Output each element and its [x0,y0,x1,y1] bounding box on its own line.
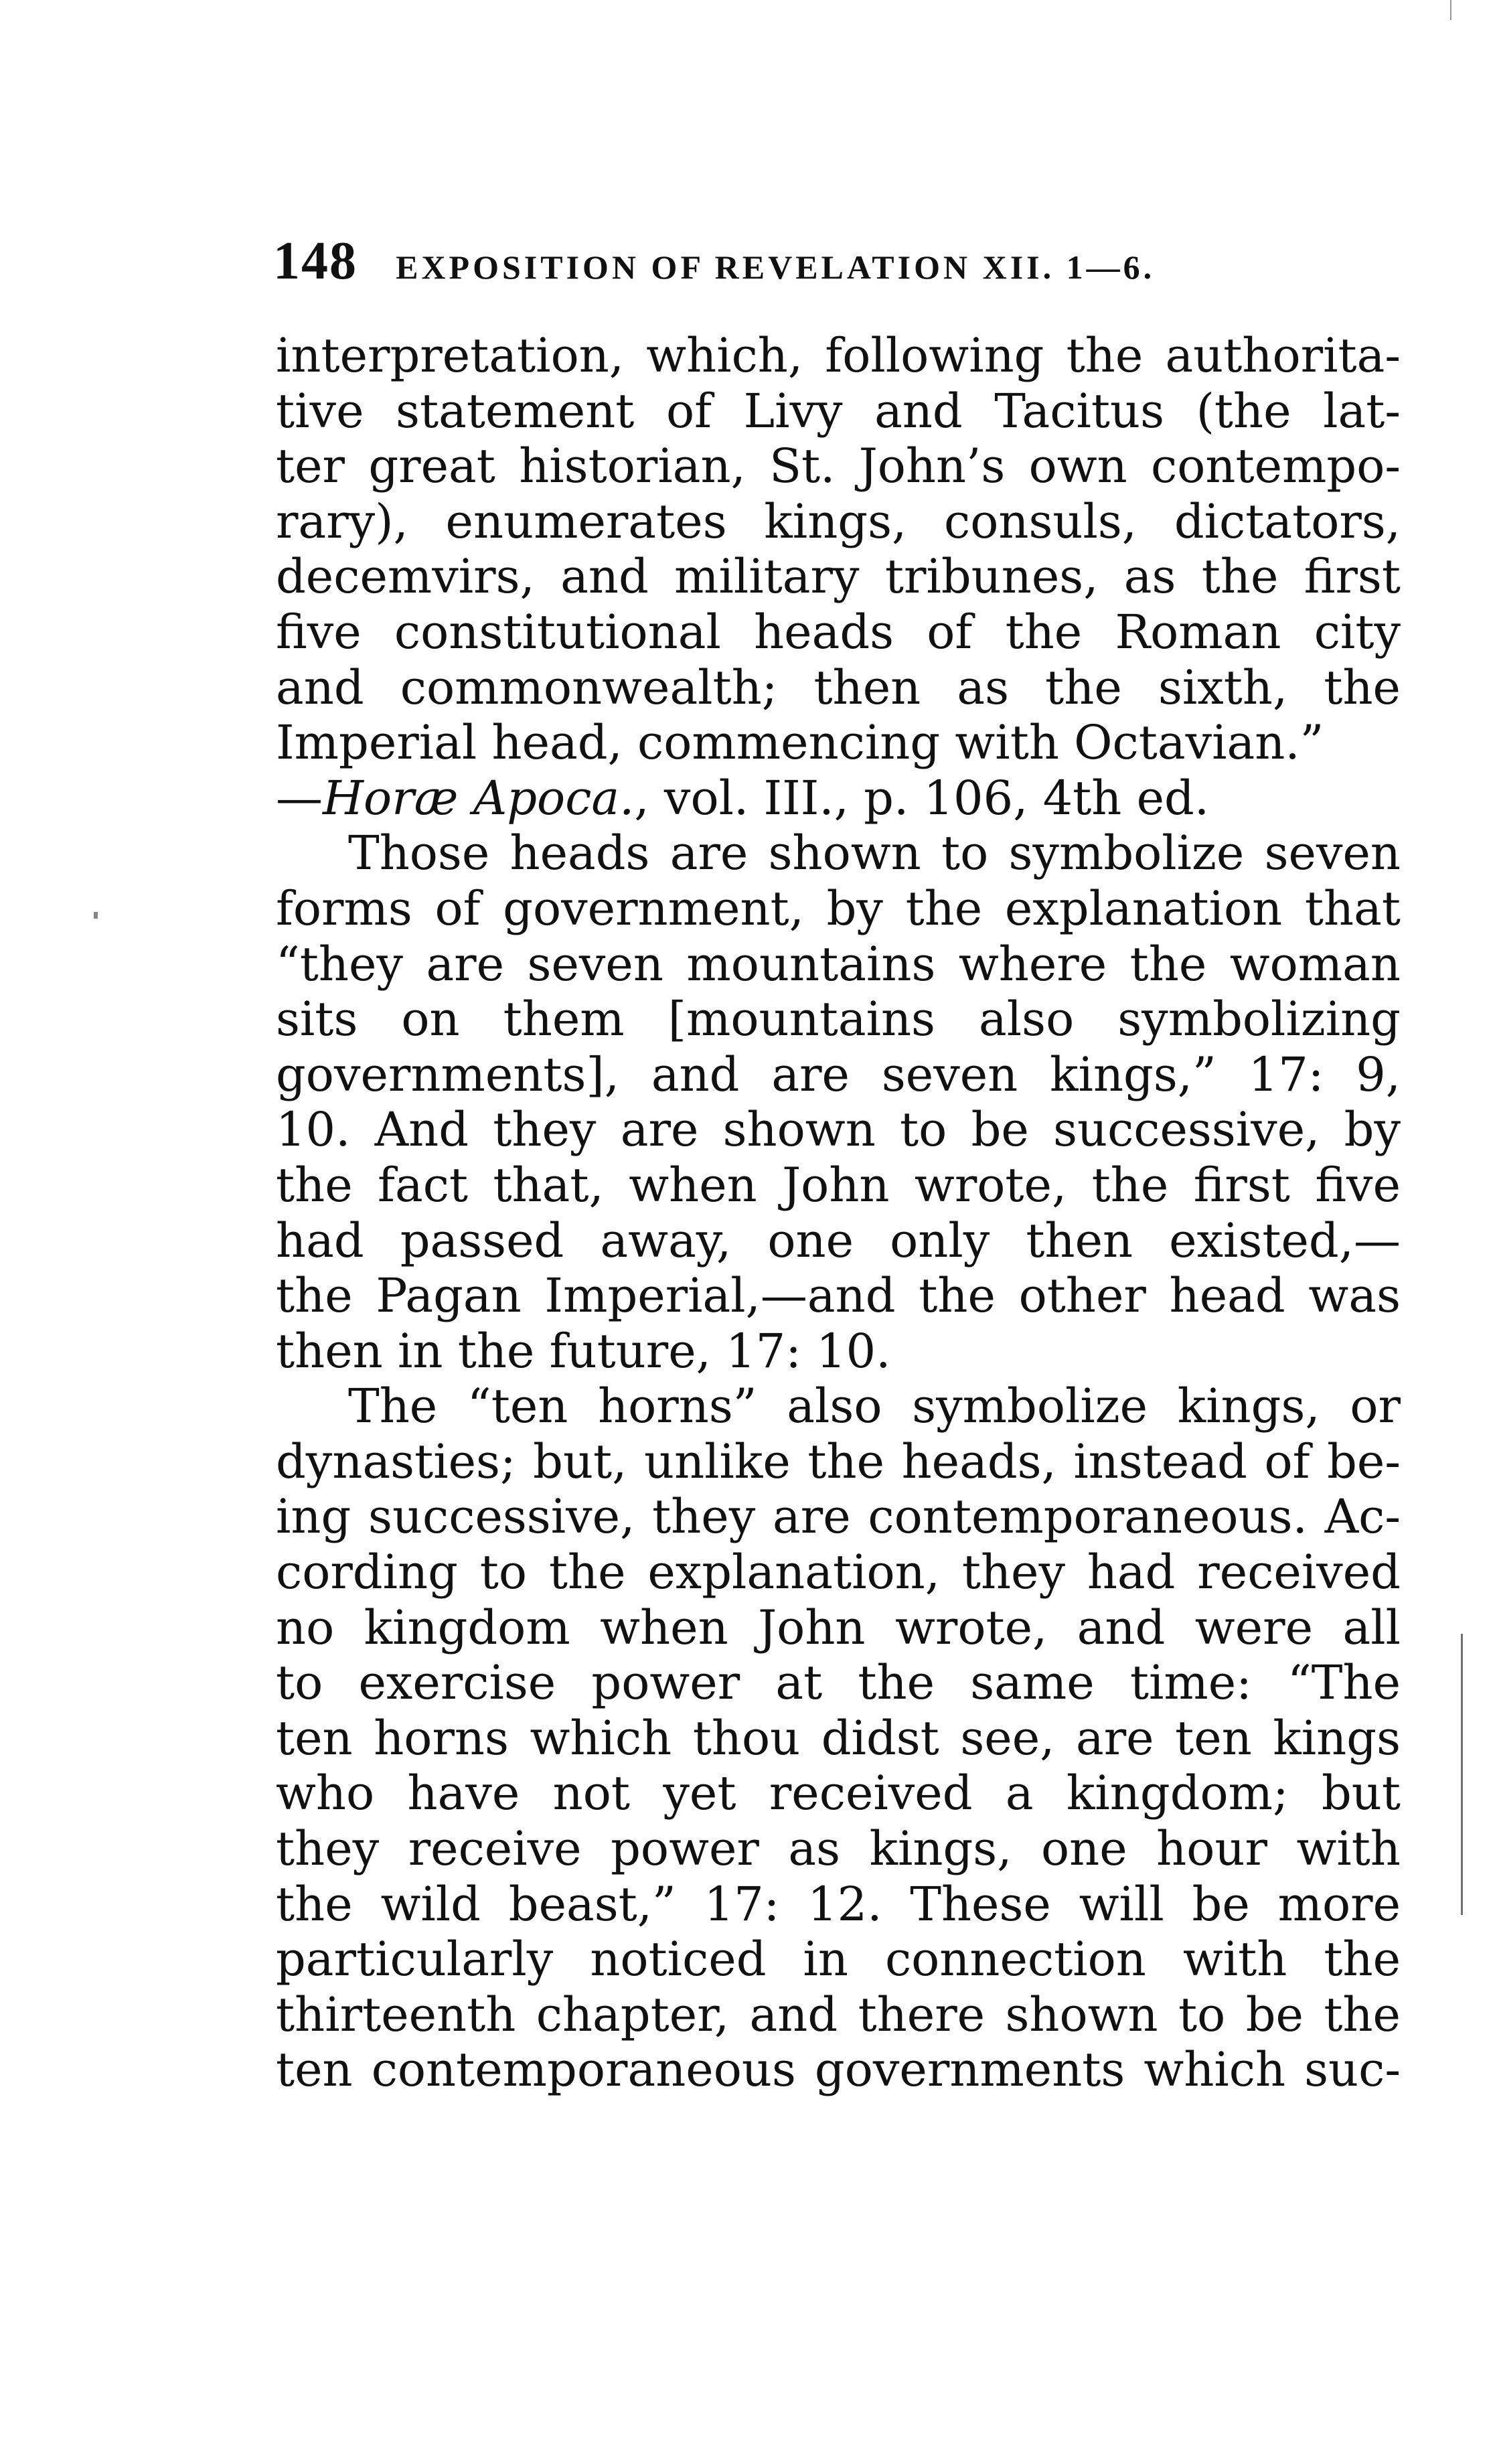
text-line: ter great historian, St. John’s own contempo- [276,439,1401,494]
running-head [273,231,1244,291]
text-line: to exercise power at the same time: “The [276,1655,1401,1711]
text-line: ing successive, they are contemporaneous. Ac- [276,1489,1401,1545]
text-line: ten contemporaneous governments which suc- [276,2042,1401,2098]
text-line: cording to the explanation, they had received [276,1545,1401,1600]
text-line: particularly noticed in connection with the [276,1932,1401,1987]
text-line: decemvirs, and military tribunes, as the first [276,549,1401,605]
text-line: who have not yet received a kingdom; but [276,1766,1401,1821]
text-line: thirteenth chapter, and there shown to be the [276,1987,1401,2042]
text-line: the wild beast,” 17: 12. These will be more [276,1876,1401,1932]
text-line: they receive power as kings, one hour with [276,1821,1401,1877]
text-line: sits on them [mountains also symbolizing [276,992,1401,1047]
text-line: the Pagan Imperial,—and the other head was [276,1268,1401,1324]
scan-margin-line [1461,1634,1463,1915]
scan-margin-speck [94,912,98,919]
page-number: 148 [273,232,358,291]
text-line: Imperial head, commencing with Octavian.” [276,715,1324,771]
body-text [276,328,1401,2098]
text-line: and commonwealth; then as the sixth, the [276,660,1401,715]
text-line: forms of government, by the explanation that [276,880,1401,936]
text-line: Those heads are shown to symbolize seven [348,826,1401,881]
text-line: rary), enumerates kings, consuls, dictators, [276,493,1401,549]
text-line: “they are seven mountains where the woman [276,936,1401,992]
citation-dash: — [276,770,323,826]
scan-margin-speck [1450,0,1451,20]
citation-title: Horæ Apoca. [323,770,635,826]
text-line: the fact that, when John wrote, the first five [276,1157,1401,1213]
running-title: EXPOSITION OF REVELATION XII. 1—6. [396,248,1156,286]
text-line: The “ten horns” also symbolize kings, or [348,1379,1401,1434]
text-line: tive statement of Livy and Tacitus (the lat- [276,383,1401,439]
text-line: governments], and are seven kings,” 17: 9, [276,1047,1401,1102]
citation-reference: , vol. III., p. 106, 4th ed. [634,770,1210,826]
text-line: no kingdom when John wrote, and were all [276,1600,1401,1655]
text-line: 10. And they are shown to be successive, by [276,1102,1401,1158]
text-line [276,771,1401,826]
text-line: interpretation, which, following the authorita- [276,328,1401,383]
text-line: then in the future, 17: 10. [276,1323,891,1379]
text-line: had passed away, one only then existed,— [276,1213,1401,1268]
text-line: ten horns which thou didst see, are ten kings [276,1710,1401,1766]
text-line: five constitutional heads of the Roman city [276,604,1401,660]
text-line: dynasties; but, unlike the heads, instead of be- [276,1434,1401,1489]
